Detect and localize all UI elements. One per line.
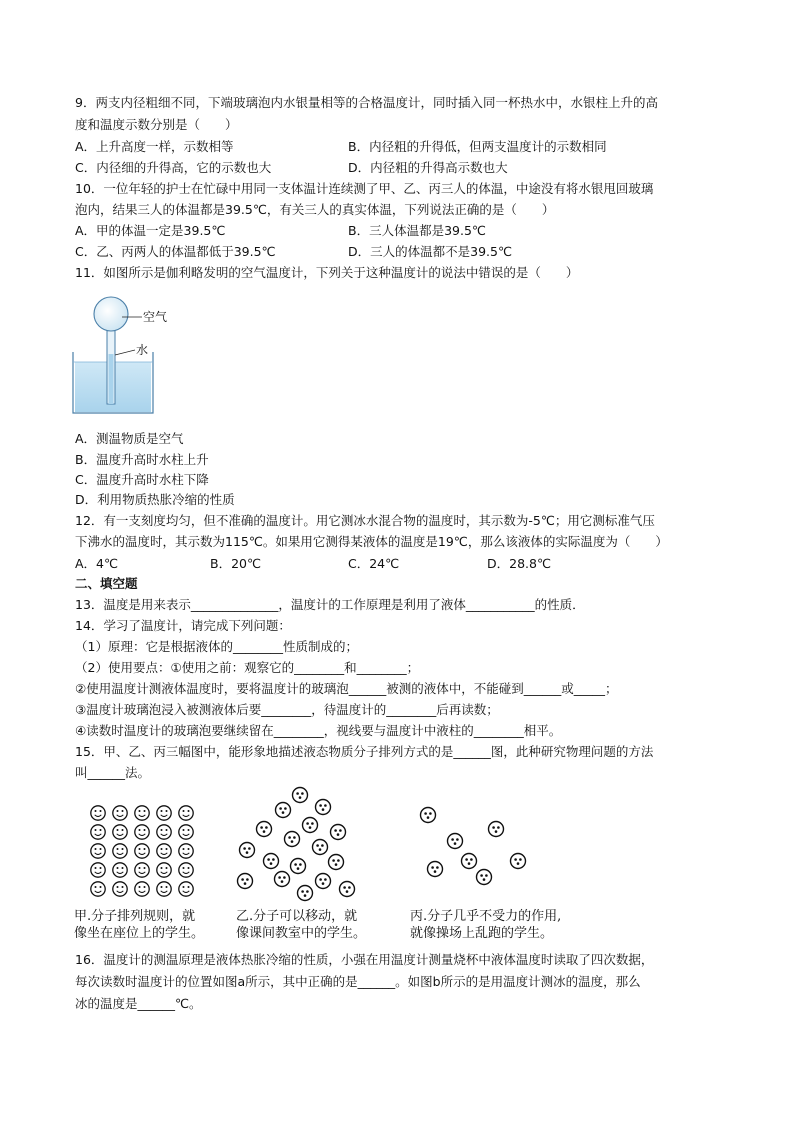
q10-option-c: C．乙、丙两人的体温都低于39.5℃: [75, 244, 276, 259]
q9-option-a: A．上升高度一样，示数相等: [75, 139, 234, 154]
q12-option-b: B．20℃: [210, 556, 262, 571]
section-title-fill-in: 二、填空题: [75, 576, 138, 591]
cluster-bing: [421, 808, 526, 885]
q12-option-d: D．28.8℃: [487, 556, 551, 571]
q14-part2: （2）使用要点：①使用之前：观察它的________和________；: [75, 660, 420, 675]
caption-jia-line2: 像坐在座位上的学生。: [74, 926, 205, 941]
q10-stem-line1: 10．一位年轻的护士在忙碌中用同一支体温计连续测了甲、乙、丙三人的体温，中途没有将水银甩回玻璃: [75, 181, 654, 196]
caption-yi-line1: 乙.分子可以移动，就: [236, 909, 358, 924]
q12-stem-line1: 12．有一支刻度均匀，但不准确的温度计。用它测冰水混合物的温度时，其示数为-5℃；用它测标准气压: [75, 513, 655, 528]
q11-option-a: A．测温物质是空气: [75, 431, 184, 446]
caption-yi-line2: 像课间教室中的学生。: [236, 926, 367, 941]
q11-option-c: C．温度升高时水柱下降: [75, 472, 209, 487]
grid-jia: [91, 806, 193, 896]
caption-bing-line1: 丙.分子几乎不受力的作用,: [410, 909, 562, 924]
cluster-yi: [238, 788, 355, 901]
q10-option-d: D．三人的体温都不是39.5℃: [348, 244, 512, 259]
q14-part1: （1）原理：它是根据液体的________性质制成的；: [75, 639, 358, 654]
q16-stem-line1: 16．温度计的测温原理是液体热胀冷缩的性质，小强在用温度计测量烧杯中液体温度时读取了四次数据，: [75, 952, 654, 967]
label-water: 水: [136, 343, 149, 357]
q12-option-a: A．4℃: [75, 556, 119, 571]
q11-stem: 11．如图所示是伽利略发明的空气温度计，下列关于这种温度计的说法中错误的是（ ）: [75, 265, 579, 280]
q15-stem-line2: 叫______法。: [75, 765, 151, 780]
q10-stem-line2: 泡内，结果三人的体温都是39.5℃，有关三人的真实体温，下列说法正确的是（ ）: [75, 202, 555, 217]
q14-point4: ④读数时温度计的玻璃泡要继续留在________，视线要与温度计中液柱的________相平。: [75, 723, 562, 738]
q16-stem-line3: 冰的温度是______℃。: [75, 996, 202, 1011]
q11-option-b: B．温度升高时水柱上升: [75, 452, 209, 467]
q14-stem: 14．学习了温度计，请完成下列问题：: [75, 618, 291, 633]
q14-point2: ②使用温度计测液体温度时，要将温度计的玻璃泡______被测的液体中，不能碰到______或_____；: [75, 681, 618, 696]
q9-option-c: C．内径细的升得高，它的示数也大: [75, 160, 272, 175]
q14-point3: ③温度计玻璃泡浸入被测液体后要________，待温度计的________后再读数；: [75, 702, 499, 717]
q9-stem-line1: 9．两支内径粗细不同，下端玻璃泡内水银量相等的合格温度计，同时插入同一杯热水中，水银柱上升的高: [75, 95, 658, 110]
q13-stem: 13．温度是用来表示______________，温度计的工作原理是利用了液体___________的性质．: [75, 597, 585, 612]
q9-stem-line2: 度和温度示数分别是（ ）: [75, 117, 238, 132]
q12-option-c: C．24℃: [348, 556, 400, 571]
caption-jia-line1: 甲.分子排列规则，就: [74, 909, 196, 924]
q11-option-d: D．利用物质热胀冷缩的性质: [75, 492, 235, 507]
molecule-arrangement-figures: [0, 780, 794, 910]
q16-stem-line2: 每次读数时温度计的位置如图a所示，其中正确的是______。如图b所示的是用温度计测冰的温度，那么: [75, 974, 641, 989]
label-air: 空气: [143, 310, 168, 324]
caption-bing-line2: 就像操场上乱跑的学生。: [410, 926, 554, 941]
q9-option-b: B．内径粗的升得低，但两支温度计的示数相同: [348, 139, 607, 154]
q10-option-b: B．三人体温都是39.5℃: [348, 223, 486, 238]
q10-option-a: A．甲的体温一定是39.5℃: [75, 223, 226, 238]
q9-option-d: D．内径粗的升得高示数也大: [348, 160, 508, 175]
q15-stem-line1: 15．甲、乙、丙三幅图中，能形象地描述液态物质分子排列方式的是______图，此种研究物理问题的方法: [75, 744, 654, 759]
q12-stem-line2: 下沸水的温度时，其示数为115℃。如果用它测得某液体的温度是19℃，那么该液体的实际温度为（ ）: [75, 534, 668, 549]
